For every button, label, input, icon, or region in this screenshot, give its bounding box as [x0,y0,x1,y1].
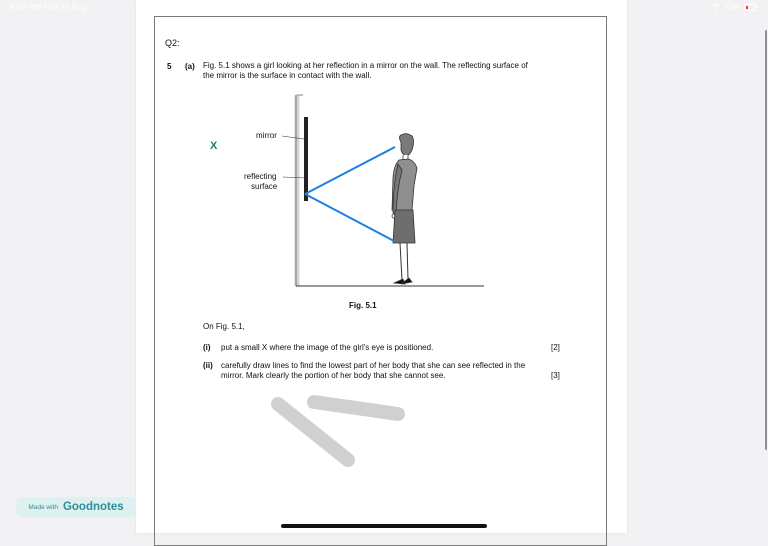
sub-question-1-text: put a small X where the image of the girl's eye is positioned. [221,343,434,352]
mirror-leader [282,136,304,139]
sub-question-2-number: (ii) [203,361,213,370]
reflecting-leader [283,177,305,178]
watermark-stroke-2 [314,402,398,414]
on-fig-intro: On Fig. 5.1, [203,322,245,331]
question-intro-line-2: the mirror is the surface in contact with the wall. [203,70,372,80]
badge-brand: Goodnotes [62,501,124,513]
sub-question-2-line-2: mirror. Mark clearly the portion of her body that she cannot see. [221,370,446,380]
figure-caption: Fig. 5.1 [349,301,377,310]
vertical-scrollbar[interactable] [765,30,767,450]
home-indicator[interactable] [281,524,487,528]
status-time: 9:07 PM [10,3,42,12]
goodnotes-badge[interactable] [16,497,136,517]
sub-question-1-marks: [2] [551,343,560,352]
document-page[interactable] [136,0,627,533]
figure-5-1 [136,0,627,533]
label-reflecting: reflecting [244,172,277,181]
question-number: 5 [167,62,172,71]
girl-figure [392,134,417,284]
status-indicators [711,3,756,12]
question-label: Q2: [165,38,180,48]
girl-skirt [393,210,415,243]
wifi-icon [711,3,720,12]
ray-line-eye [305,147,395,194]
status-time-date [10,3,86,12]
x-mark: X [210,140,218,152]
sub-question-1-number: (i) [203,343,211,352]
mirror [304,117,308,201]
girl-head [400,134,414,156]
battery-icon [744,4,756,11]
status-date: Thu 25 Aug [43,3,87,12]
ray-line-lowest [305,194,394,241]
sub-question-2-marks: [3] [551,371,560,380]
question-intro-line-1: Fig. 5.1 shows a girl looking at her reflection in a mirror on the wall. The reflecting surface of [203,61,528,70]
sub-question-2-line-1: carefully draw lines to find the lowest part of her body that she can see reflected in the [221,361,526,370]
battery-percent: 73% [723,3,740,12]
question-part-label: (a) [185,62,195,71]
badge-made-with: Made with [28,503,58,511]
label-mirror: mirror [256,131,277,140]
sub-question-2-text [221,361,566,380]
label-surface: surface [251,182,278,191]
